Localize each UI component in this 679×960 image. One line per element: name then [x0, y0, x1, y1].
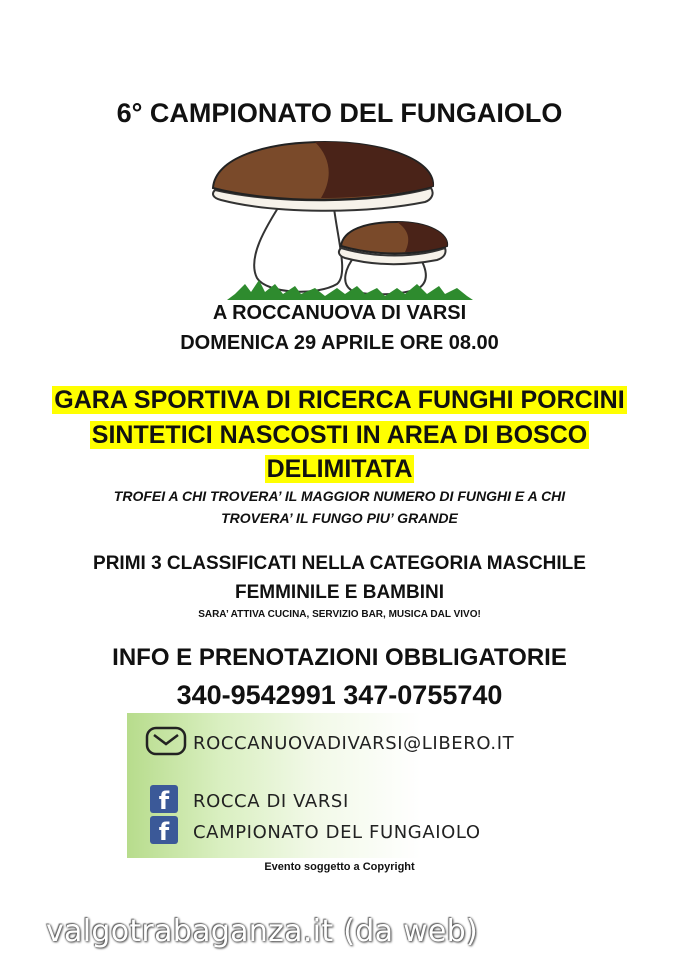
location-line: A ROCCANUOVA DI VARSI [212, 302, 467, 324]
watermark: valgotrabaganza.it (da web) [46, 914, 479, 949]
facebook-page-campionato[interactable]: CAMPIONATO DEL FUNGAIOLO [193, 822, 481, 843]
big-mushroom-stem [254, 200, 342, 292]
highlight-text-2: SINTETICI NASCOSTI IN AREA DI BOSCO [91, 421, 588, 449]
highlight-line-3 [0, 455, 679, 484]
envelope-icon [145, 726, 187, 756]
poster-title: 6° CAMPIONATO DEL FUNGAIOLO [116, 98, 563, 128]
primi-line-1: PRIMI 3 CLASSIFICATI NELLA CATEGORIA MASCHILE [93, 553, 586, 574]
facebook-page-rocca[interactable]: ROCCA DI VARSI [193, 791, 349, 812]
email-address[interactable]: ROCCANUOVADIVARSI@LIBERO.IT [193, 733, 515, 754]
highlight-text-3: DELIMITATA [266, 455, 413, 483]
trofei-line-2: TROVERA’ IL FUNGO PIU’ GRANDE [221, 510, 458, 526]
copyright-note: Evento soggetto a Copyright [264, 861, 415, 873]
big-mushroom-cap-shade [315, 142, 433, 198]
trofei-line-1: TROFEI A CHI TROVERA’ IL MAGGIOR NUMERO DI FUNGHI E A CHI [113, 488, 566, 504]
cucina-note: SARA’ ATTIVA CUCINA, SERVIZIO BAR, MUSICA DAL VIVO! [198, 609, 481, 620]
facebook-icon: f [150, 816, 178, 844]
info-heading: INFO E PRENOTAZIONI OBBLIGATORIE [112, 644, 567, 671]
facebook-icon: f [150, 785, 178, 813]
highlight-line-2 [0, 421, 679, 450]
phone-numbers: 340-9542991 347-0755740 [176, 680, 503, 710]
date-line: DOMENICA 29 APRILE ORE 08.00 [180, 332, 499, 354]
mushroom-illustration [205, 138, 483, 300]
highlight-line-1 [0, 386, 679, 415]
highlight-text-1: GARA SPORTIVA DI RICERCA FUNGHI PORCINI [54, 386, 625, 414]
primi-line-2: FEMMINILE E BAMBINI [235, 582, 444, 603]
